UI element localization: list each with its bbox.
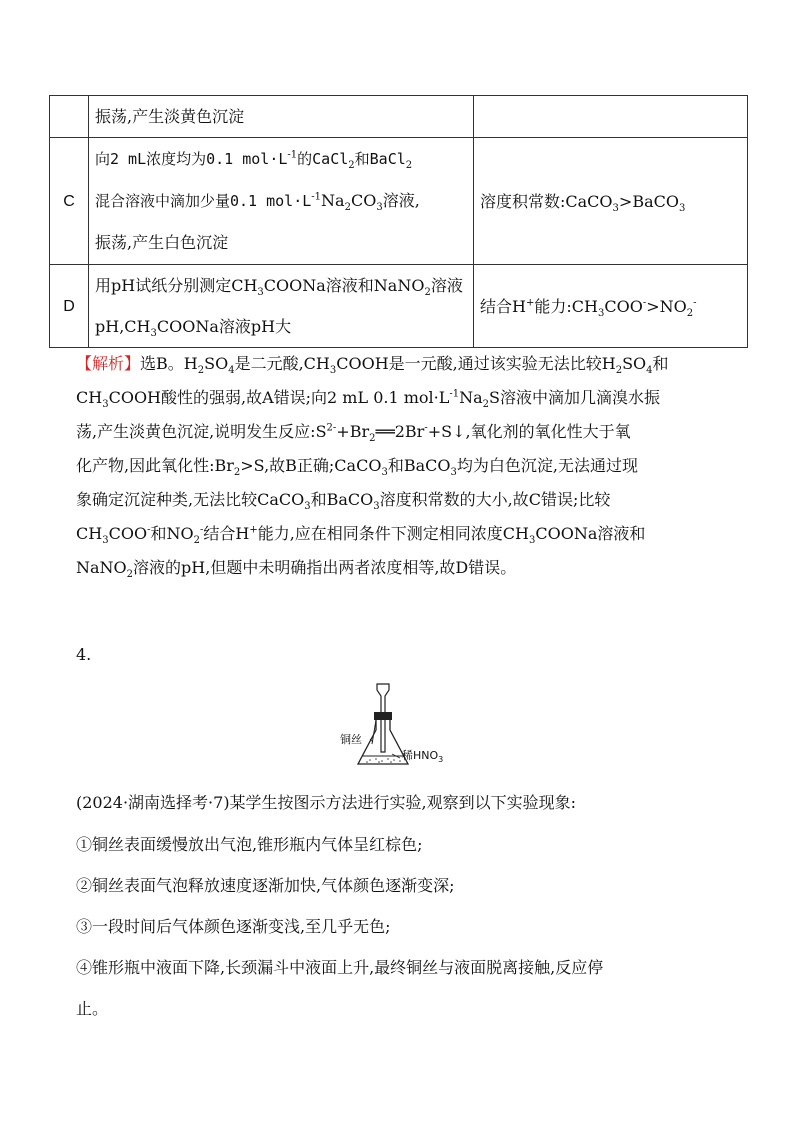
row-c-conclusion: 溶度积常数:CaCO$_3$>BaCO$_3$	[474, 138, 748, 265]
row-c-operation: 向2 mL浓度均为0.1 $mol\cdot L^{-1}$的CaCl$_2$和BaCl$_2$ 混合溶液中滴加少量0.1 $mol\cdot L^{-1}Na_2CO_3$溶液, 振荡,产生白色沉淀	[89, 138, 474, 265]
table-row-d	[50, 265, 748, 348]
analysis-line-7: NaNO$_2$溶液的pH,但题中未明确指出两者浓度相等,故D错误。	[76, 558, 517, 581]
analysis-line-6: $CH_3COO^-$和$NO_2^-$结合H+能力,应在相同条件下测定相同浓度$CH_3COONa$溶液和	[76, 524, 646, 547]
list-item: ②铜丝表面气泡释放速度逐渐加快,气体颜色逐渐变深;	[76, 876, 455, 895]
options-table	[49, 95, 748, 348]
analysis-line-3: 荡,产生淡黄色沉淀,说明发生反应$:S^{2-}+Br_2══2Br^-+S↓$,氧化剂的氧化性大于氧	[76, 422, 631, 445]
row-label-empty	[50, 96, 89, 138]
observation-list	[76, 828, 603, 1033]
list-item: ③一段时间后气体颜色逐渐变浅,至几乎无色;	[76, 917, 391, 936]
list-item: ④锥形瓶中液面下降,长颈漏斗中液面上升,最终铜丝与液面脱离接触,反应停	[76, 958, 604, 977]
question-number: 4.	[76, 645, 92, 664]
row-d-operation: 用pH试纸分别测定$CH_3COONa$溶液和NaNO$_2$溶液 $pH,CH_3COONa$溶液pH大	[89, 265, 474, 348]
row-label-d: D	[50, 265, 89, 348]
copper-wire-label: 铜丝	[340, 733, 362, 746]
nitric-acid-label: 稀$HNO_3$	[402, 749, 444, 765]
row-b-conclusion	[474, 96, 748, 138]
list-item: ①铜丝表面缓慢放出气泡,锥形瓶内气体呈红棕色;	[76, 835, 423, 854]
flask-diagram	[340, 682, 490, 781]
row-d-conclusion: 结合H+能力$:CH_3COO^->NO_2^-$	[474, 265, 748, 348]
table-row-b-continued	[50, 96, 748, 138]
table-row-c	[50, 138, 748, 265]
list-item-continued: 止。	[76, 999, 109, 1018]
analysis-line-2: $CH_3COOH$酸性的强弱,故A错误;向2 mL 0.1 $mol\cdot L^{-1}Na_2S$溶液中滴加几滴溴水振	[76, 388, 660, 411]
analysis-paragraph	[76, 347, 721, 585]
row-label-c: C	[50, 138, 89, 265]
analysis-line-1: 【解析】选B。$H_2SO_4$是二元酸$,CH_3COOH$是一元酸,通过该实验无法比较$H_2SO_4$和	[76, 354, 669, 377]
row-b-operation: 振荡,产生淡黄色沉淀	[89, 96, 474, 138]
analysis-line-5: 象确定沉淀种类,无法比较CaCO$_3$和BaCO$_3$溶度积常数的大小,故C错误;比较	[76, 490, 611, 513]
analysis-line-4: 化产物,因此氧化性$:Br_2>S$,故B正确;CaCO$_3$和BaCO$_3$均为白色沉淀,无法通过现	[76, 456, 638, 479]
analysis-tag: 【解析】	[76, 354, 141, 373]
question-stem: (2024·湖南选择考·7)某学生按图示方法进行实验,观察到以下实验现象:	[76, 793, 577, 812]
